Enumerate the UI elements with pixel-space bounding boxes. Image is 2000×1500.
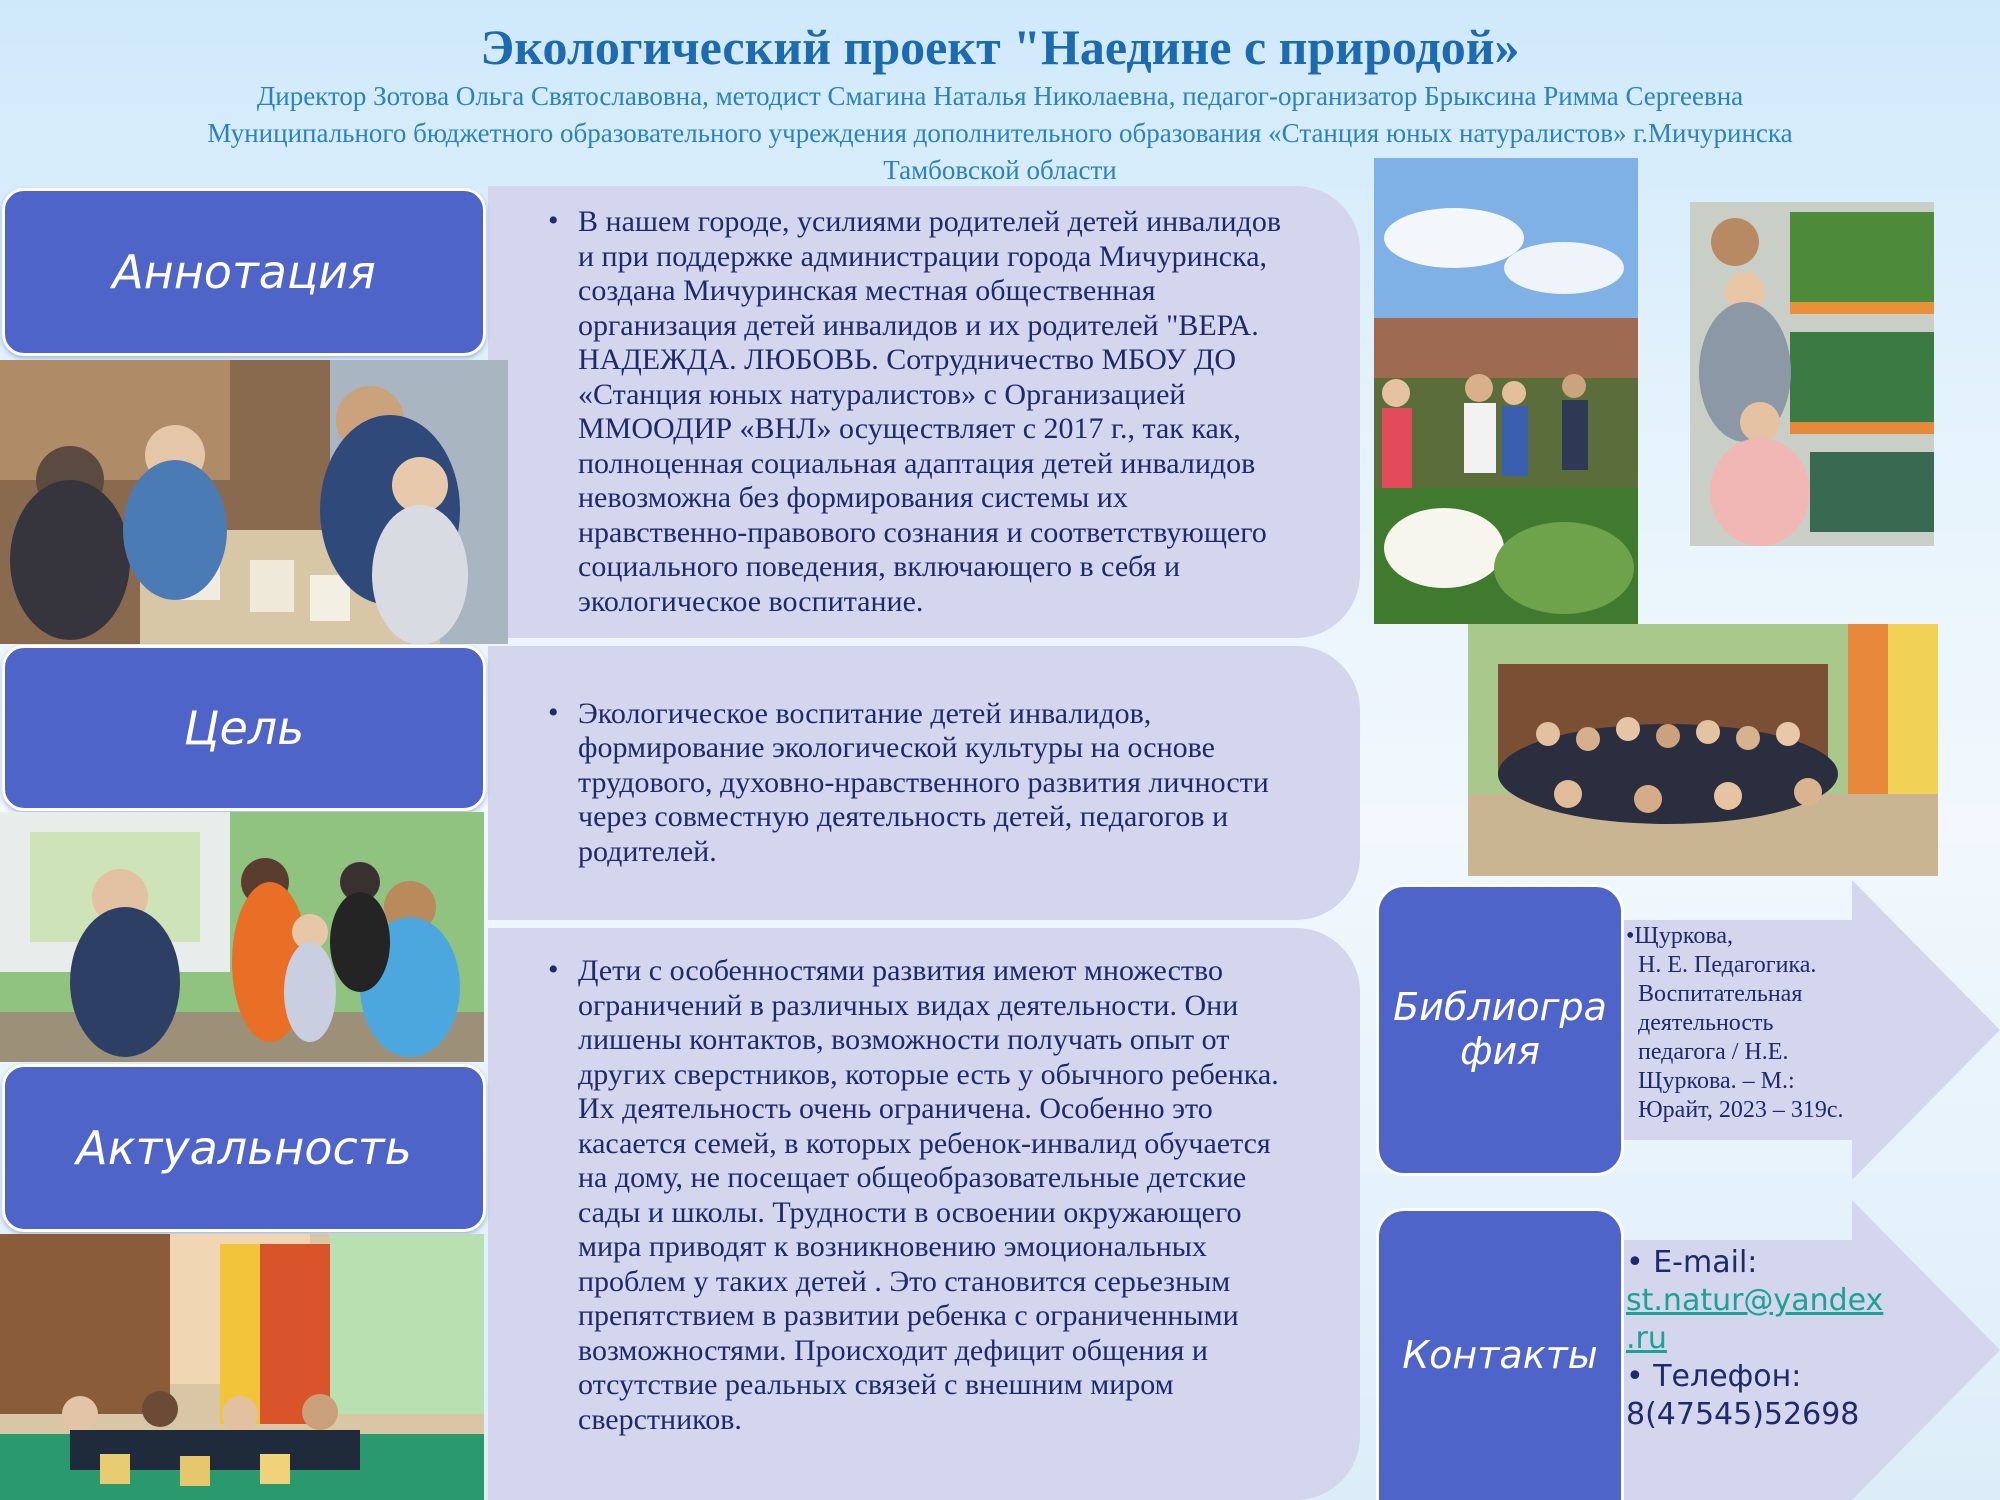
photo-children-performance: [0, 812, 484, 1062]
email-link[interactable]: .ru: [1626, 1321, 1667, 1356]
bib-line: Щуркова. – М.:: [1638, 1068, 1795, 1094]
relevance-bullet: [548, 954, 1290, 1437]
bullet-marker: •: [548, 953, 559, 986]
contacts-details: [1626, 1244, 1883, 1434]
goal-bullet: [548, 697, 1290, 870]
authors-line: Директор Зотова Ольга Святославовна, методист Смагина Наталья Николаевна, педагог-организатор Брыксина Римма Сергеевна: [256, 81, 1744, 111]
bibliography-label-line: Библиогра: [1393, 985, 1607, 1030]
relevance-label: Актуальность: [2, 1064, 486, 1232]
email-link[interactable]: st.natur@yandex: [1626, 1283, 1884, 1318]
bullet-marker: •: [1626, 923, 1635, 949]
phone-number: 8(47545)52698: [1626, 1397, 1860, 1432]
bib-line: деятельность: [1638, 1010, 1774, 1036]
phone-label: • Телефон:: [1626, 1359, 1802, 1394]
annotation-label: Аннотация: [2, 188, 486, 356]
photo-children-classroom: [0, 1234, 484, 1500]
goal-text: Экологическое воспитание детей инвалидов, формирование экологической культуры на основе трудового, духовно-нравственного развития личности через совместную деятельность детей, педагогов и родителей.: [578, 696, 1269, 868]
relevance-panel: [488, 928, 1360, 1500]
bullet-marker: •: [548, 204, 559, 237]
bibliography-label-line: фия: [1459, 1029, 1541, 1073]
bibliography-entry: [1626, 922, 1844, 1125]
goal-label: Цель: [2, 645, 486, 811]
photo-aquariums: [1690, 202, 1934, 546]
annotation-panel: [488, 186, 1360, 638]
bib-line: Юрайт, 2023 – 319с.: [1638, 1097, 1844, 1123]
bib-line: Воспитательная: [1638, 981, 1803, 1007]
bullet-marker: •: [548, 695, 559, 729]
photo-group-in-hall: [1468, 624, 1938, 876]
annotation-text: В нашем городе, усилиями родителей детей инвалидов и при поддержке администрации города Мичуринска, создана Мичуринская местная общественная организация детей инвалидов и их родителей "ВЕРА. НАДЕЖДА. ЛЮБОВЬ. Сотрудничество МБОУ ДО «Станция юных натуралистов» с Организацией ММООДИР «ВНЛ» осуществляет с 2017 г., так как, полноценная социальная адаптация детей инвалидов невозможна без формирования системы их нравственно-правового сознания и соответствующего социального поведения, включающего в себя и экологическое воспитание.: [578, 205, 1281, 618]
photo-children-at-table: [0, 360, 508, 644]
email-label: • E-mail:: [1626, 1245, 1758, 1280]
bibliography-arrow: [1622, 880, 2000, 1180]
bib-line: Щуркова,: [1634, 923, 1734, 949]
contacts-label: Контакты: [1376, 1208, 1624, 1500]
institution-line: Муниципального бюджетного образовательного учреждения дополнительного образования «Станция юных натуралистов» г.Мичуринска: [207, 118, 1793, 148]
bib-line: педагога / Н.Е.: [1638, 1039, 1789, 1065]
goal-panel: [488, 646, 1360, 920]
region-line: Тамбовской области: [883, 155, 1117, 185]
annotation-bullet: [548, 205, 1290, 619]
bibliography-label: [1376, 884, 1624, 1176]
contacts-arrow: [1622, 1200, 2000, 1500]
bib-line: Н. Е. Педагогика.: [1638, 952, 1817, 978]
photo-group-in-garden: [1374, 158, 1638, 624]
poster-title: Экологический проект "Наедине с природой»: [480, 19, 1520, 75]
relevance-text: Дети с особенностями развития имеют множество ограничений в различных видах деятельности. Они лишены контактов, возможности получать опыт от других сверстников, которые есть у обычного ребенка. Их деятельность очень ограничена. Особенно это касается семей, в которых ребенок-инвалид обучается на дому, не посещает общеобразовательные детские сады и школы. Трудности в освоении окружающего мира приводят к возникновению эмоциональных проблем у таких детей . Это становится серьезным препятствием в развитии ребенка с ограниченными возможностями. Происходит дефицит общения и отсутствие реальных связей с внешним миром сверстников.: [578, 954, 1279, 1436]
